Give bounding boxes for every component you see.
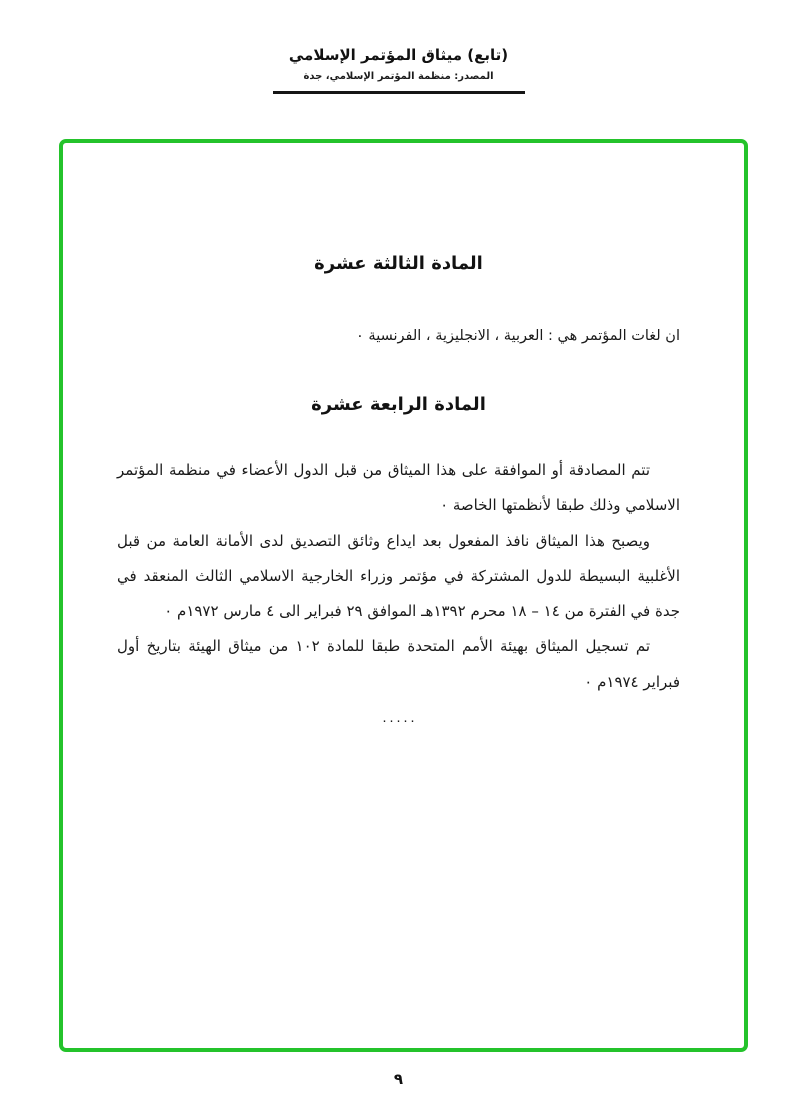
header-divider: [273, 91, 525, 94]
page-number: ٩: [393, 1070, 404, 1088]
header-source-line: المصدر: منظمة المؤتمر الإسلامي، جدة: [303, 71, 494, 82]
article-14-paragraph-1: تتم المصادقة أو الموافقة على هذا الميثاق من قبل الدول الأعضاء في منظمة المؤتمر الاسلامي وذلك طبقا لأنظمتها الخاصة ٠: [117, 461, 680, 515]
article-14-heading: المادة الرابعة عشرة: [311, 394, 486, 415]
article-14-paragraph-3: تم تسجيل الميثاق بهيئة الأمم المتحدة طبقا للمادة ١٠٢ من ميثاق الهيئة بتاريخ أول فبراير ١٩٧٤م ٠: [117, 637, 680, 691]
article-13-heading: المادة الثالثة عشرة: [314, 253, 483, 274]
document-body: [63, 143, 744, 1048]
document-header: [0, 46, 797, 94]
article-13-text: ان لغات المؤتمر هي : العربية ، الانجليزية ، الفرنسية ٠: [356, 328, 680, 344]
header-title: (تابع) ميثاق المؤتمر الإسلامي: [288, 46, 509, 64]
end-separator-dots: ٠٠٠٠٠: [381, 713, 416, 729]
highlight-annotation-box: [59, 139, 748, 1052]
article-14-paragraph-2: ويصبح هذا الميثاق نافذ المفعول بعد ايداع وثائق التصديق لدى الأمانة العامة من قبل الأغلبية البسيطة للدول المشتركة في مؤتمر وزراء الخارجية الاسلامي الثالث المنعقد في جدة في الفترة من ١٤ – ١٨ محرم ١٣٩٢هـ الموافق ٢٩ فبراير الى ٤ مارس ١٩٧٢م ٠: [117, 531, 680, 620]
